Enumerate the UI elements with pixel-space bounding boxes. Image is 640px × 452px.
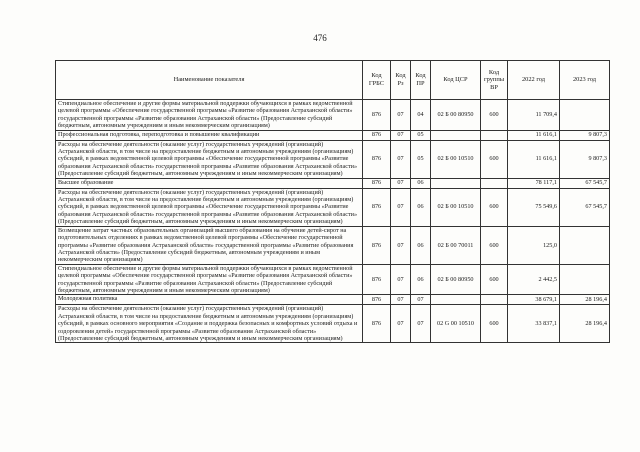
cell-rz: 07 (391, 130, 411, 140)
cell-y2023 (560, 264, 610, 295)
table-header-row (56, 61, 610, 100)
cell-y2023: 28 196,4 (560, 295, 610, 305)
header-csr: Код ЦСР (431, 61, 481, 100)
cell-pr: 06 (411, 178, 431, 188)
header-rz: Код Рз (391, 61, 411, 100)
cell-name: Стипендиальное обеспечение и другие формы материальной поддержки обучающихся в рамках ведомственной целевой программы «Обеспечение государственной программы «Развитие образования Астраханской области» государственной программы «Развитие образования Астраханской области» (Предоставление субсидий бюджетным, автономным учреждениям и иным некоммерческим организациям) (56, 100, 363, 131)
cell-y2022: 75 549,6 (508, 188, 560, 226)
cell-y2022: 38 679,1 (508, 295, 560, 305)
cell-csr (431, 178, 481, 188)
cell-csr: 02 Б 00 80950 (431, 100, 481, 131)
cell-rz: 07 (391, 264, 411, 295)
cell-name: Возмещение затрат частных образовательных организаций высшего образования на обучение детей-сирот на подготовительных отделениях в рамках ведомственной целевой программы «Обеспечение государственной программы «Развитие образования Астраханской области» государственной программы «Развитие образования Астраханской области» (Предоставление субсидий бюджетным, автономным учреждениям и иным некоммерческим организациям) (56, 226, 363, 264)
cell-name: Профессиональная подготовка, переподготовка и повышение квалификации (56, 130, 363, 140)
cell-csr: 02 Б 00 10510 (431, 140, 481, 178)
table-row (56, 140, 610, 178)
cell-name: Молодежная политика (56, 295, 363, 305)
table-row (56, 100, 610, 131)
cell-pr: 06 (411, 264, 431, 295)
cell-grbs: 876 (363, 140, 391, 178)
cell-y2022: 33 837,1 (508, 305, 560, 343)
cell-rz: 07 (391, 100, 411, 131)
cell-rz: 07 (391, 188, 411, 226)
cell-y2022: 11 709,4 (508, 100, 560, 131)
cell-grbs: 876 (363, 295, 391, 305)
cell-csr: 02 G 00 10510 (431, 305, 481, 343)
header-grbs: Код ГРБС (363, 61, 391, 100)
cell-y2023 (560, 100, 610, 131)
cell-y2022: 11 616,1 (508, 130, 560, 140)
cell-grbs: 876 (363, 100, 391, 131)
cell-grbs: 876 (363, 178, 391, 188)
cell-vr (481, 178, 508, 188)
cell-name: Стипендиальное обеспечение и другие формы материальной поддержки обучающихся в рамках ведомственной целевой программы «Обеспечение государственной программы «Развитие образования Астраханской области» государственной программы «Развитие образования Астраханской области» (Предоставление субсидий бюджетным, автономным учреждениям и иным некоммерческим организациям) (56, 264, 363, 295)
table-row (56, 264, 610, 295)
cell-vr: 600 (481, 305, 508, 343)
table-row (56, 295, 610, 305)
cell-y2023: 67 545,7 (560, 178, 610, 188)
cell-rz: 07 (391, 140, 411, 178)
cell-rz: 07 (391, 305, 411, 343)
cell-csr (431, 130, 481, 140)
cell-grbs: 876 (363, 226, 391, 264)
cell-y2023 (560, 226, 610, 264)
cell-csr: 02 Б 00 70011 (431, 226, 481, 264)
header-pr: Код ПР (411, 61, 431, 100)
cell-rz: 07 (391, 226, 411, 264)
cell-pr: 05 (411, 140, 431, 178)
page-number: 476 (313, 33, 327, 43)
cell-pr: 04 (411, 100, 431, 131)
cell-vr: 600 (481, 188, 508, 226)
cell-y2022: 11 616,1 (508, 140, 560, 178)
cell-y2023: 28 196,4 (560, 305, 610, 343)
cell-rz: 07 (391, 295, 411, 305)
cell-csr: 02 Б 00 80950 (431, 264, 481, 295)
budget-table (55, 60, 610, 343)
cell-rz: 07 (391, 178, 411, 188)
cell-y2023: 9 807,3 (560, 130, 610, 140)
cell-vr: 600 (481, 264, 508, 295)
header-name: Наименование показателя (56, 61, 363, 100)
cell-y2023: 9 807,3 (560, 140, 610, 178)
table-row (56, 305, 610, 343)
table-row (56, 178, 610, 188)
cell-vr: 600 (481, 100, 508, 131)
cell-vr (481, 295, 508, 305)
table-row (56, 226, 610, 264)
cell-vr (481, 130, 508, 140)
cell-csr: 02 Б 00 10510 (431, 188, 481, 226)
cell-grbs: 876 (363, 305, 391, 343)
cell-csr (431, 295, 481, 305)
cell-grbs: 876 (363, 130, 391, 140)
cell-vr: 600 (481, 226, 508, 264)
cell-pr: 06 (411, 188, 431, 226)
cell-pr: 07 (411, 305, 431, 343)
cell-y2022: 78 117,1 (508, 178, 560, 188)
cell-y2022: 125,0 (508, 226, 560, 264)
cell-y2022: 2 442,5 (508, 264, 560, 295)
cell-name: Высшее образование (56, 178, 363, 188)
table-row (56, 130, 610, 140)
cell-name: Расходы на обеспечение деятельности (оказание услуг) государственных учреждений (организаций) Астраханской области, в том числе на предоставление бюджетным и автономным учреждениям (организациям) субсидий, в рамках ведомственной целевой программы «Обеспечение государственной программы «Развитие образования Астраханской области» государственной программы «Развитие образования Астраханской области» (Предоставление субсидий бюджетным, автономным учреждениям и иным некоммерческим организациям) (56, 188, 363, 226)
cell-pr: 06 (411, 226, 431, 264)
cell-y2023: 67 545,7 (560, 188, 610, 226)
cell-pr: 07 (411, 295, 431, 305)
header-vr: Код группы ВР (481, 61, 508, 100)
header-2022: 2022 год (508, 61, 560, 100)
header-2023: 2023 год (560, 61, 610, 100)
cell-name: Расходы на обеспечение деятельности (оказание услуг) государственных учреждений (организаций) Астраханской области, в том числе на предоставление бюджетным и автономным учреждениям (организациям) субсидий, в рамках основного мероприятия «Создание и поддержка безопасных и комфортных условий отдыха и оздоровления детей» государственной программы «Развитие образования Астраханской области» (Предоставление субсидий бюджетным, автономным учреждениям и иным некоммерческим организациям) (56, 305, 363, 343)
cell-vr: 600 (481, 140, 508, 178)
cell-grbs: 876 (363, 188, 391, 226)
table-row (56, 188, 610, 226)
cell-grbs: 876 (363, 264, 391, 295)
cell-name: Расходы на обеспечение деятельности (оказание услуг) государственных учреждений (организаций) Астраханской области, в том числе на предоставление бюджетным и автономным учреждениям (организациям) субсидий, в рамках ведомственной целевой программы «Обеспечение государственной программы «Развитие образования Астраханской области» государственной программы «Развитие образования Астраханской области» (Предоставление субсидий бюджетным, автономным учреждениям и иным некоммерческим организациям) (56, 140, 363, 178)
cell-pr: 05 (411, 130, 431, 140)
